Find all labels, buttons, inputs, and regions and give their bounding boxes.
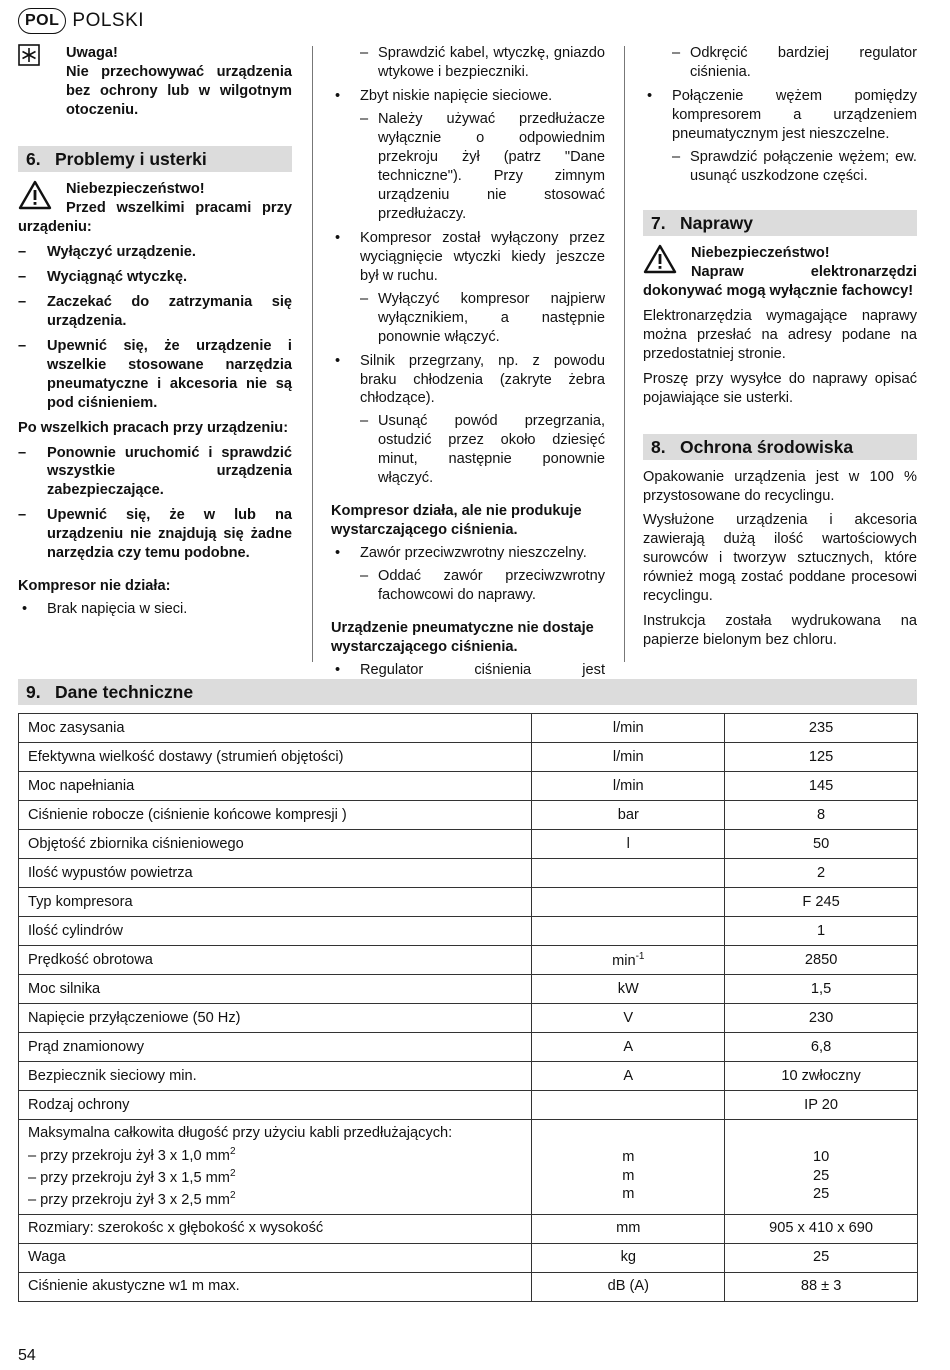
spec-unit: A <box>532 1062 725 1091</box>
table-row <box>19 801 918 830</box>
storage-note <box>18 44 292 120</box>
spec-unit: kW <box>532 975 725 1004</box>
spec-label: Efektywna wielkość dostawy (strumień objętości) <box>19 743 532 772</box>
fault-heading: Kompresor nie działa: <box>18 578 171 595</box>
spec-value: 1 <box>725 917 918 946</box>
spec-label: Moc zasysania <box>19 714 532 743</box>
spec-value: 2 <box>725 859 918 888</box>
spec-value: 230 <box>725 1004 918 1033</box>
spec-value: 50 <box>725 830 918 859</box>
spec-value: 88 ± 3 <box>725 1272 918 1301</box>
page-number: 54 <box>18 1347 36 1364</box>
spec-label: Ilość wypustów powietrza <box>19 859 532 888</box>
after-work-heading: Po wszelkich pracach przy urządzeniu: <box>18 419 289 436</box>
table-row <box>19 1272 918 1301</box>
spec-label: Prędkość obrotowa <box>19 946 532 975</box>
environment-paragraph: Instrukcja została wydrukowana na papierze bielonym bez chloru. <box>643 613 917 649</box>
table-row <box>19 888 918 917</box>
column-2 <box>331 44 605 703</box>
spec-label: Ciśnienie robocze (ciśnienie końcowe kompresji ) <box>19 801 532 830</box>
list-item: • Zawór przeciwzwrotny nieszczelny. <box>335 545 587 562</box>
language-badge: POL <box>18 8 66 34</box>
warning-triangle-icon <box>18 180 52 216</box>
section-6-heading: 6. Problemy i usterki <box>18 146 292 172</box>
spec-unit <box>532 1091 725 1120</box>
spec-label: Moc napełniania <box>19 772 532 801</box>
list-item: – Wyłączyć urządzenie. <box>18 243 196 260</box>
list-item: – Upewnić się, że w lub na urządzeniu nie znajdują się żadne narzędzia czy temu podobne. <box>18 507 292 562</box>
spec-unit <box>532 859 725 888</box>
spec-label: Bezpiecznik sieciowy min. <box>19 1062 532 1091</box>
warning-triangle-icon <box>643 244 677 280</box>
table-row <box>19 1062 918 1091</box>
spec-value: 1,5 <box>725 975 918 1004</box>
spec-unit: l/min <box>532 772 725 801</box>
spec-unit: V <box>532 1004 725 1033</box>
spec-value: 10 25 25 <box>725 1120 918 1215</box>
list-item: – Ponownie uruchomić i sprawdzić wszystkie urządzenia zabezpieczające. <box>18 444 292 499</box>
spec-label: Rozmiary: szerokośc x głębokość x wysokość <box>19 1214 532 1243</box>
spec-value: 145 <box>725 772 918 801</box>
environment-paragraph: Wysłużone urządzenia i akcesoria zawierają dużą ilość wartościowych surowców i tworzyw sztucznych, które również mogą zostać poddane procesowi recyclingu. <box>643 512 917 605</box>
fault-heading: Kompresor działa, ale nie produkuje wystarczającego ciśnienia. <box>331 503 582 539</box>
spec-unit: l/min <box>532 714 725 743</box>
list-item: • Silnik przegrzany, np. z powodu braku chłodzenia (zakryte żebra chłodzące). <box>335 352 605 407</box>
list-item: • Regulator ciśnienia jest <box>335 662 605 679</box>
environment-paragraph: Opakowanie urządzenia jest w 100 % przystosowane do recyclingu. <box>643 468 917 504</box>
table-row <box>19 1004 918 1033</box>
spec-value: 2850 <box>725 946 918 975</box>
spec-unit: mm <box>532 1214 725 1243</box>
list-item: – Usunąć powód przegrzania, ostudzić przez około dziesięć minut, następnie ponownie włączyć. <box>360 413 605 487</box>
spec-label: Prąd znamionowy <box>19 1033 532 1062</box>
column-3 <box>643 44 917 656</box>
table-row <box>19 714 918 743</box>
spec-value: 25 <box>725 1243 918 1272</box>
page-header <box>18 8 144 34</box>
spec-unit: dB (A) <box>532 1272 725 1301</box>
fault-heading: Urządzenie pneumatyczne nie dostaje wystarczającego ciśnienia. <box>331 620 594 656</box>
list-item: – Wyciągnąć wtyczkę. <box>18 268 188 285</box>
spec-value: 8 <box>725 801 918 830</box>
list-item: – Odkręcić bardziej regulator ciśnienia. <box>672 45 917 80</box>
spec-unit: m m m <box>532 1120 725 1215</box>
table-row <box>19 830 918 859</box>
table-row <box>19 859 918 888</box>
table-row <box>19 743 918 772</box>
list-item: – Wyłączyć kompresor najpierw wyłącznikiem, a następnie ponownie włączyć. <box>360 290 605 345</box>
danger-warning: Niebezpieczeństwo! Przed wszelkimi pracami przy urządeniu: <box>18 180 292 235</box>
repair-paragraph: Proszę przy wysyłce do naprawy opisać pojawiające sie usterki. <box>643 370 917 406</box>
spec-label: Typ kompresora <box>19 888 532 917</box>
danger-warning: Niebezpieczeństwo! Napraw elektronarzędzi dokonywać mogą wyłącznie fachowcy! <box>643 244 917 299</box>
spec-unit <box>532 888 725 917</box>
spec-value: 125 <box>725 743 918 772</box>
section-7-heading: 7. Naprawy <box>643 210 917 236</box>
column-divider <box>624 46 625 662</box>
spec-value: IP 20 <box>725 1091 918 1120</box>
spec-value: F 245 <box>725 888 918 917</box>
spec-value: 235 <box>725 714 918 743</box>
table-row <box>19 1243 918 1272</box>
storage-note-text: Uwaga! Nie przechowywać urządzenia bez ochrony lub w wilgotnym otoczeniu. <box>66 45 292 118</box>
spec-unit: bar <box>532 801 725 830</box>
spec-label: Ilość cylindrów <box>19 917 532 946</box>
list-item: • Brak napięcia w sieci. <box>22 601 188 618</box>
table-row <box>19 946 918 975</box>
section-8-heading: 8. Ochrona środowiska <box>643 434 917 460</box>
language-title: POLSKI <box>72 9 145 31</box>
spec-unit: kg <box>532 1243 725 1272</box>
spec-value: 905 x 410 x 690 <box>725 1214 918 1243</box>
spec-label: Maksymalna całkowita długość przy użyciu kabli przedłużających: – przy przekroju żył 3 x 1,0 $mm^2$ – przy przekroju żył 3 x 1,5 $mm^2$ – przy przekroju żył 3 x 2,5 $mm^2$ <box>19 1120 532 1215</box>
spec-label: Ciśnienie akustyczne w1 m max. <box>19 1272 532 1301</box>
table-row <box>19 1091 918 1120</box>
list-item: – Zaczekać do zatrzymania się urządzenia. <box>18 293 292 329</box>
column-divider <box>312 46 313 662</box>
spec-unit: l/min <box>532 743 725 772</box>
table-row <box>19 975 918 1004</box>
repair-paragraph: Elektronarzędzia wymagające naprawy można przesłać na adresy podane na przedostatniej stronie. <box>643 307 917 362</box>
spec-label: Napięcie przyłączeniowe (50 Hz) <box>19 1004 532 1033</box>
spec-unit: $\min^{-1}$ <box>532 946 725 975</box>
table-row <box>19 1120 918 1215</box>
technical-data-table <box>18 713 918 1302</box>
table-row <box>19 772 918 801</box>
list-item: – Upewnić się, że urządzenie i wszelkie stosowane narzędzia pneumatyczne i akcesoria nie są pod ciśnieniem. <box>18 337 292 411</box>
list-item: • Kompresor został wyłączony przez wyciągnięcie wtyczki kiedy jeszcze był w ruchu. <box>335 229 605 284</box>
list-item: – Należy używać przedłużacze wyłącznie o odpowiednim przekroju żył (patrz "Dane techniczne"). Przy zimnym urządzeniu nie stosować przedłużaczy. <box>360 110 605 222</box>
spec-label: Moc silnika <box>19 975 532 1004</box>
column-1 <box>18 44 292 623</box>
spec-label: Objętość zbiornika ciśnieniowego <box>19 830 532 859</box>
spec-label: Rodzaj ochrony <box>19 1091 532 1120</box>
spec-label: Waga <box>19 1243 532 1272</box>
list-item: • Połączenie wężem pomiędzy kompresorem a urządzeniem pneumatycznym jest nieszczelne. <box>647 87 917 142</box>
list-item: – Oddać zawór przeciwzwrotny fachowcowi do naprawy. <box>360 568 605 604</box>
list-item: • Zbyt niskie napięcie sieciowe. <box>335 87 553 104</box>
spec-value: 6,8 <box>725 1033 918 1062</box>
spec-unit: l <box>532 830 725 859</box>
table-row <box>19 1033 918 1062</box>
spec-unit: A <box>532 1033 725 1062</box>
list-item: – Sprawdzić połączenie wężem; ew. usunąć uszkodzone części. <box>672 148 917 184</box>
spec-value: 10 zwłoczny <box>725 1062 918 1091</box>
snowflake-icon <box>18 44 40 72</box>
spec-unit <box>532 917 725 946</box>
list-item: – Sprawdzić kabel, wtyczkę, gniazdo wtykowe i bezpieczniki. <box>360 45 605 80</box>
table-row <box>19 917 918 946</box>
section-9-heading: 9. Dane techniczne <box>18 679 917 705</box>
table-row <box>19 1214 918 1243</box>
